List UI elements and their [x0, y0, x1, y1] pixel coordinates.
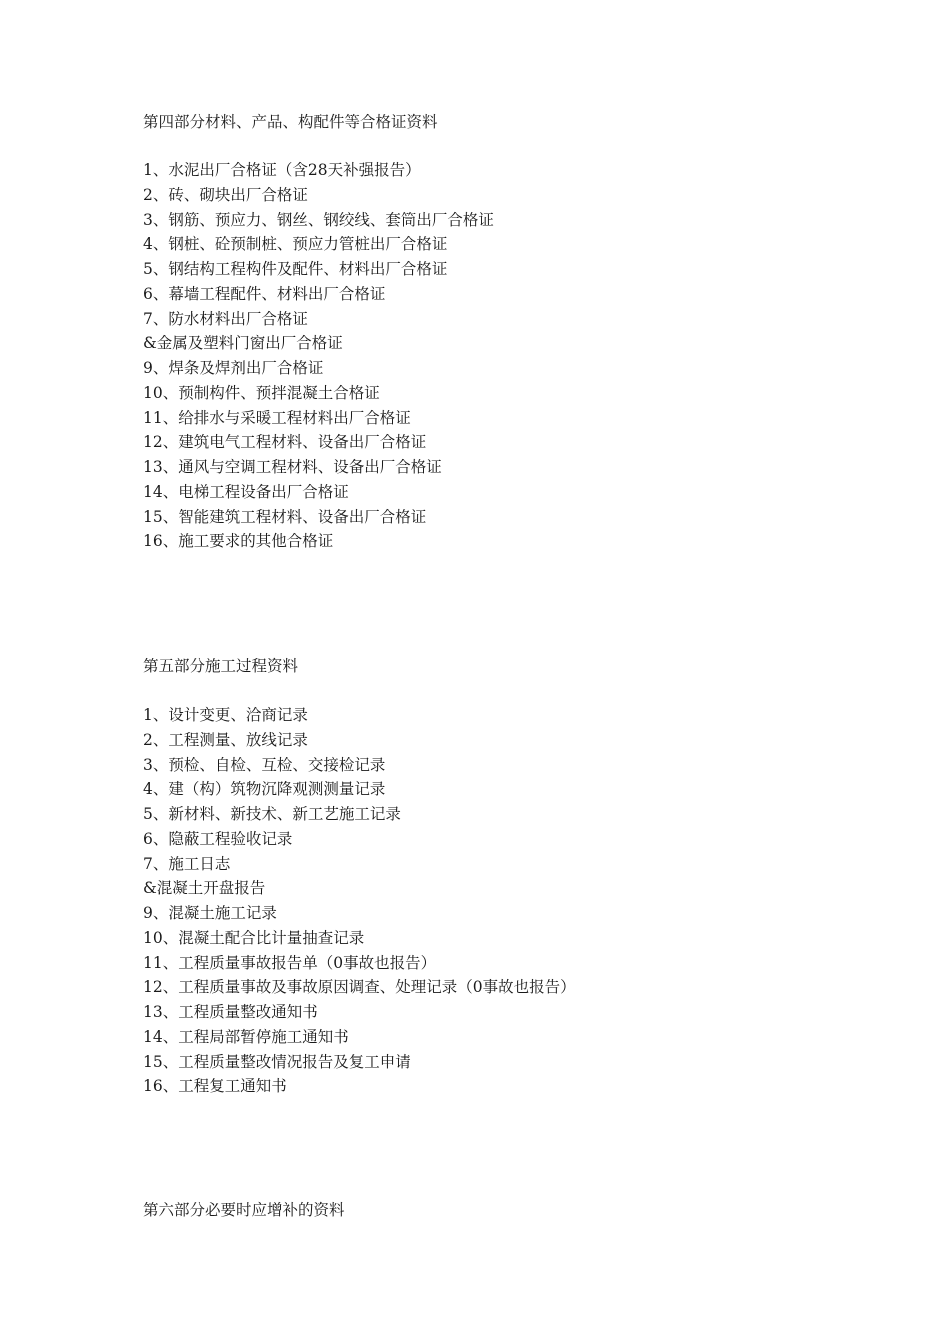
list-item: 7、防水材料出厂合格证: [143, 309, 308, 328]
list-item: &金属及塑料门窗出厂合格证: [143, 334, 343, 353]
list-item: 3、预检、自检、互检、交接检记录: [143, 755, 386, 774]
list-item: 2、砖、砌块出厂合格证: [143, 185, 308, 204]
list-item: 11、工程质量事故报告单（0事故也报告）: [143, 953, 437, 972]
list-item: 16、工程复工通知书: [143, 1077, 287, 1096]
list-item: 12、工程质量事故及事故原因调查、处理记录（0事故也报告）: [143, 978, 576, 997]
list-item: 12、建筑电气工程材料、设备出厂合格证: [143, 433, 427, 452]
list-item: 15、智能建筑工程材料、设备出厂合格证: [143, 507, 427, 526]
list-item: 10、混凝土配合比计量抽查记录: [143, 928, 365, 947]
list-item: 9、焊条及焊剂出厂合格证: [143, 359, 324, 377]
section-5-list: [143, 703, 576, 1099]
list-item: 9、混凝土施工记录: [143, 904, 277, 922]
list-item: 1、设计变更、洽商记录: [143, 706, 308, 724]
list-item: 13、工程质量整改通知书: [143, 1003, 318, 1021]
list-item: 13、通风与空调工程材料、设备出厂合格证: [143, 458, 442, 476]
list-item: 11、给排水与采暖工程材料出厂合格证: [143, 408, 411, 427]
list-item: 4、建（构）筑物沉降观测测量记录: [143, 780, 386, 799]
list-item: 15、工程质量整改情况报告及复工申请: [143, 1052, 411, 1071]
section-4-title: 第四部分材料、产品、构配件等合格证资料: [143, 113, 438, 131]
list-item: 14、电梯工程设备出厂合格证: [143, 482, 349, 501]
list-item: 10、预制构件、预拌混凝土合格证: [143, 383, 380, 402]
list-item: 1、水泥出厂合格证（含28天补强报告）: [143, 161, 421, 179]
list-item: 6、隐蔽工程验收记录: [143, 829, 293, 848]
list-item: 6、幕墙工程配件、材料出厂合格证: [143, 284, 386, 303]
list-item: 16、施工要求的其他合格证: [143, 532, 334, 551]
list-item: 3、钢筋、预应力、钢丝、钢绞线、套筒出厂合格证: [143, 210, 494, 229]
section-4-list: [143, 158, 494, 554]
list-item: 14、工程局部暂停施工通知书: [143, 1027, 349, 1046]
list-item: &混凝土开盘报告: [143, 879, 266, 898]
list-item: 5、钢结构工程构件及配件、材料出厂合格证: [143, 260, 448, 278]
list-item: 4、钢桩、砼预制桩、预应力管桩出厂合格证: [143, 235, 448, 254]
section-5-title: 第五部分施工过程资料: [143, 657, 299, 675]
list-item: 2、工程测量、放线记录: [143, 730, 308, 749]
list-item: 7、施工日志: [143, 854, 231, 873]
list-item: 5、新材料、新技术、新工艺施工记录: [143, 805, 401, 823]
section-6-title: 第六部分必要时应增补的资料: [143, 1201, 345, 1219]
